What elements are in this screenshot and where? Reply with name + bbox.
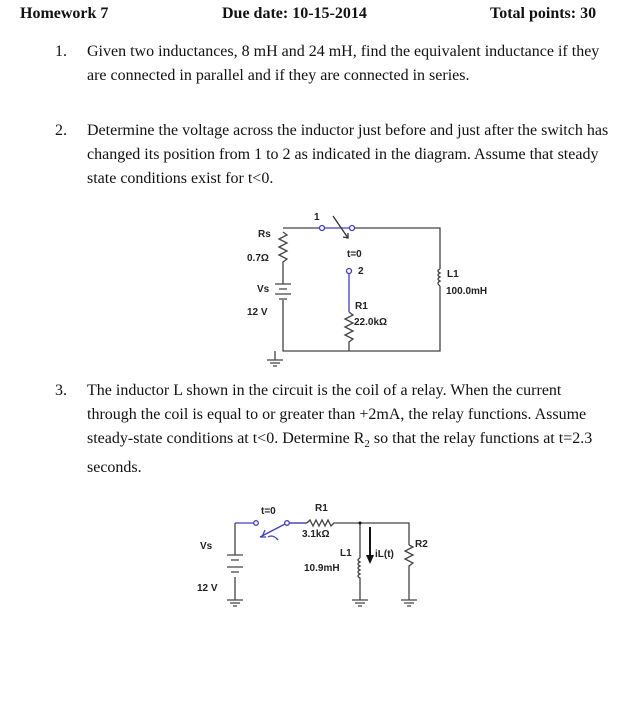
switch-time-label: t=0	[347, 249, 362, 260]
due-date: Due date: 10-15-2014	[222, 5, 367, 22]
switch-arm	[260, 523, 287, 540]
vs-label: Vs	[257, 284, 270, 295]
resistor-rs	[279, 232, 287, 272]
vs-value: 12 V	[247, 307, 268, 318]
l1-label: L1	[340, 548, 352, 559]
r1-label: R1	[315, 503, 328, 514]
ground-icon	[267, 351, 283, 366]
battery-vs	[275, 284, 291, 299]
question-number: 3.	[55, 382, 67, 399]
r2-label: R2	[415, 539, 428, 550]
rs-value: 0.7Ω	[247, 253, 269, 264]
resistor-r2	[405, 545, 413, 568]
homework-title: Homework 7	[20, 5, 109, 22]
question-text: The inductor L shown in the circuit is the coil of a relay. When the current through the coil is equal to or greater than +2mA, the relay functions. Assume steady-state conditions at t<0. Determine $R_2$ so that the relay functions at t=2.3 seconds.	[87, 382, 593, 477]
rs-label: Rs	[258, 229, 271, 240]
inductor-l1	[438, 269, 440, 286]
l1-value: 100.0mH	[446, 286, 488, 297]
switch-time-label: t=0	[261, 506, 276, 517]
question-text: Determine the voltage across the inductor just before and just after the switch has changed its position from 1 to 2 as indicated in the diagram. Assume that steady state conditions exist for t<0.	[87, 122, 609, 187]
battery-vs	[227, 555, 243, 572]
total-points: Total points: 30	[490, 5, 597, 22]
question-number: 2.	[55, 122, 67, 139]
il-label: iL(t)	[375, 549, 394, 560]
circuit-1	[275, 216, 440, 351]
question-text: Given two inductances, 8 mH and 24 mH, find the equivalent inductance if they are connected in parallel and if they are connected in series.	[87, 43, 600, 84]
vs-label: Vs	[200, 541, 213, 552]
r1-value: 22.0kΩ	[354, 317, 388, 328]
ground-icon	[352, 600, 368, 606]
question-number: 1.	[55, 43, 67, 60]
switch-position-1: 1	[314, 212, 320, 223]
r1-label: R1	[355, 301, 368, 312]
l1-value: 10.9mH	[304, 563, 340, 574]
switch-position-2: 2	[358, 266, 364, 277]
ground-icon	[401, 600, 417, 606]
resistor-r1	[345, 312, 353, 351]
l1-label: L1	[447, 269, 459, 280]
r1-value: 3.1kΩ	[302, 529, 330, 540]
resistor-r1	[307, 520, 335, 526]
vs-value: 12 V	[197, 583, 218, 594]
switch-arm	[333, 216, 348, 238]
ground-icon	[227, 600, 243, 606]
inductor-l1	[358, 558, 360, 582]
